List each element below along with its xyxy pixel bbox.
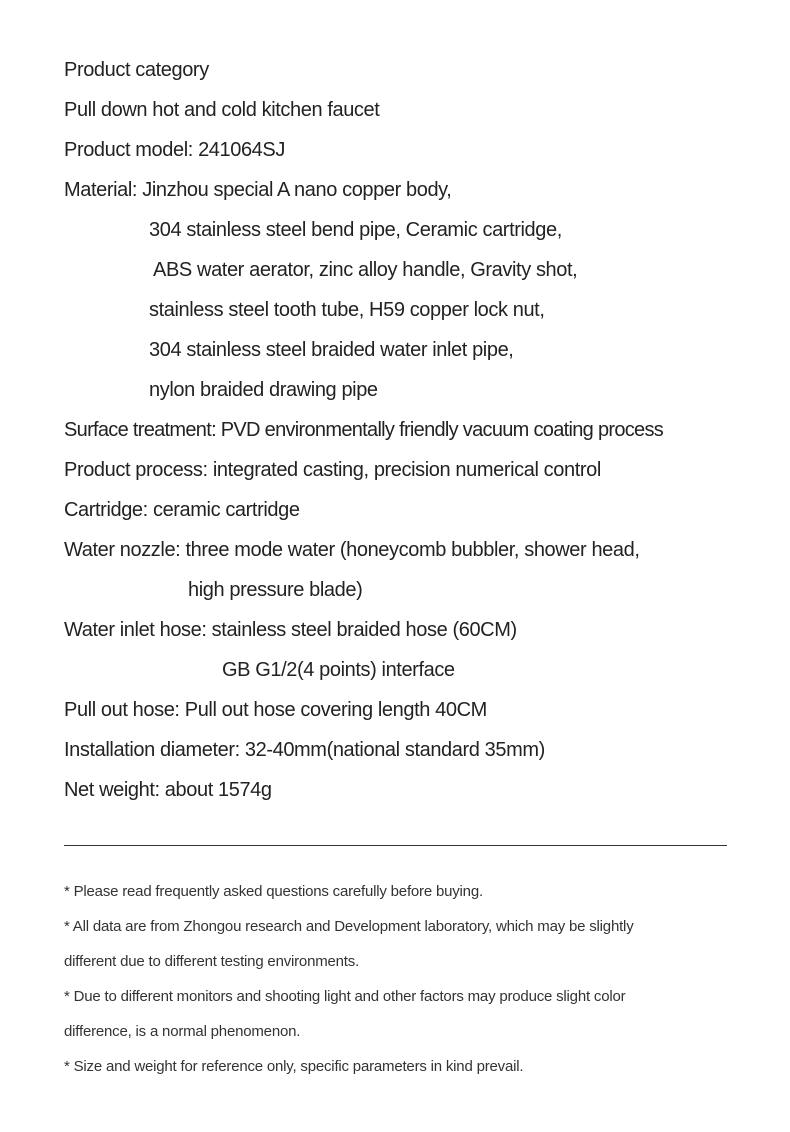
material-line: stainless steel tooth tube, H59 copper lock nut, [149, 299, 545, 321]
surface-treatment: Surface treatment: PVD environmentally friendly vacuum coating process [64, 419, 664, 441]
product-model: Product model: 241064SJ [64, 139, 285, 161]
section-divider [64, 845, 727, 846]
material-line: nylon braided drawing pipe [149, 379, 378, 401]
inlet-hose-line: GB G1/2(4 points) interface [222, 659, 455, 681]
note-line: * Please read frequently asked questions carefully before buying. [64, 883, 483, 900]
pull-out-hose: Pull out hose: Pull out hose covering length 40CM [64, 699, 487, 721]
category-value: Pull down hot and cold kitchen faucet [64, 99, 380, 121]
net-weight: Net weight: about 1574g [64, 779, 272, 801]
note-line: * Due to different monitors and shooting light and other factors may produce slight color [64, 988, 626, 1005]
material-line: Material: Jinzhou special A nano copper body, [64, 179, 452, 201]
material-line: 304 stainless steel braided water inlet pipe, [149, 339, 514, 361]
material-line: 304 stainless steel bend pipe, Ceramic cartridge, [149, 219, 562, 241]
note-line: different due to different testing environments. [64, 953, 360, 970]
product-process: Product process: integrated casting, precision numerical control [64, 459, 601, 481]
water-nozzle-line: Water nozzle: three mode water (honeycomb bubbler, shower head, [64, 539, 640, 561]
material-line: ABS water aerator, zinc alloy handle, Gravity shot, [149, 259, 578, 281]
note-line: difference, is a normal phenomenon. [64, 1023, 301, 1040]
installation-diameter: Installation diameter: 32-40mm(national standard 35mm) [64, 739, 545, 761]
water-nozzle-line: high pressure blade) [188, 579, 363, 601]
note-line: * All data are from Zhongou research and Development laboratory, which may be slightly [64, 918, 634, 935]
cartridge: Cartridge: ceramic cartridge [64, 499, 300, 521]
category-heading: Product category [64, 59, 209, 81]
inlet-hose-line: Water inlet hose: stainless steel braided hose (60CM) [64, 619, 517, 641]
note-line: * Size and weight for reference only, specific parameters in kind prevail. [64, 1058, 524, 1075]
